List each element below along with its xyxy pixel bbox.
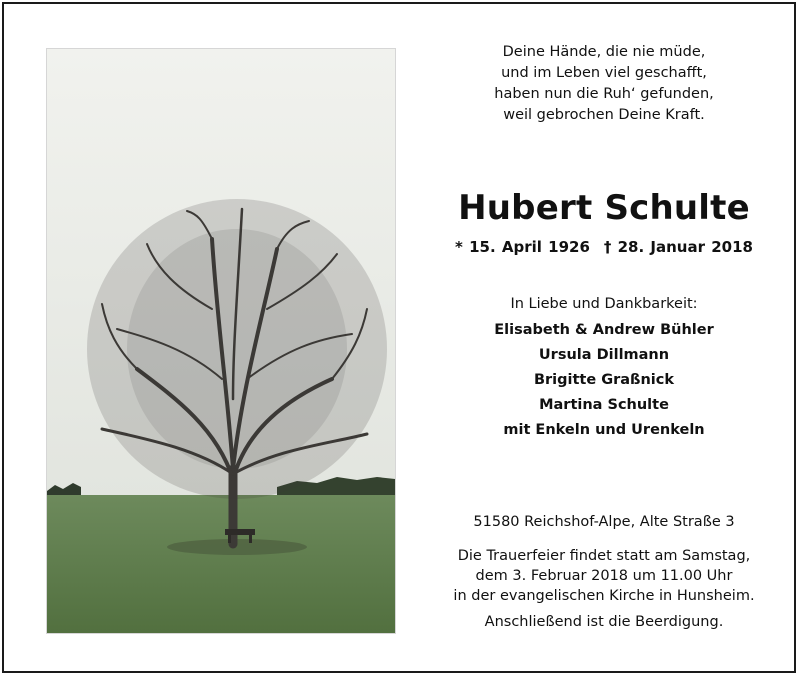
- mourners-intro: In Liebe und Dankbarkeit:: [510, 296, 698, 312]
- deceased-name: Hubert Schulte: [458, 188, 750, 228]
- bench-leg: [228, 535, 231, 543]
- mourners-list: [424, 318, 784, 443]
- tree-photo: [46, 48, 396, 634]
- crown-haze-inner: [127, 229, 347, 469]
- poem-line: und im Leben viel geschafft,: [501, 65, 707, 81]
- service-line: in der evangelischen Kirche in Hunsheim.: [453, 588, 755, 604]
- mourner-name: Ursula Dillmann: [538, 347, 670, 363]
- bench: [225, 529, 255, 535]
- obituary-frame: [2, 2, 796, 673]
- service-line: dem 3. Februar 2018 um 11.00 Uhr: [475, 568, 733, 584]
- mourner-name: Martina Schulte: [539, 397, 669, 413]
- life-dates: [424, 238, 784, 256]
- poem: [424, 42, 784, 126]
- birth-date: * 15. April 1926: [455, 238, 590, 256]
- bench-leg: [249, 535, 252, 543]
- funeral-service-info: [424, 546, 784, 606]
- poem-line: Deine Hände, die nie müde,: [502, 44, 706, 60]
- poem-line: weil gebrochen Deine Kraft.: [503, 107, 705, 123]
- service-line: Die Trauerfeier findet statt am Samstag,: [457, 548, 751, 564]
- death-date: † 28. Januar 2018: [603, 238, 753, 256]
- home-address: 51580 Reichshof-Alpe, Alte Straße 3: [473, 514, 735, 530]
- text-column: [424, 40, 784, 443]
- mourner-name: Brigitte Graßnick: [533, 372, 675, 388]
- mourner-name: Elisabeth & Andrew Bühler: [494, 322, 714, 338]
- tree-illustration: [47, 49, 395, 633]
- poem-line: haben nun die Ruh‘ gefunden,: [494, 86, 714, 102]
- meadow: [47, 495, 395, 633]
- mourner-name: mit Enkeln und Urenkeln: [503, 422, 705, 438]
- burial-note: Anschließend ist die Beerdigung.: [484, 614, 724, 630]
